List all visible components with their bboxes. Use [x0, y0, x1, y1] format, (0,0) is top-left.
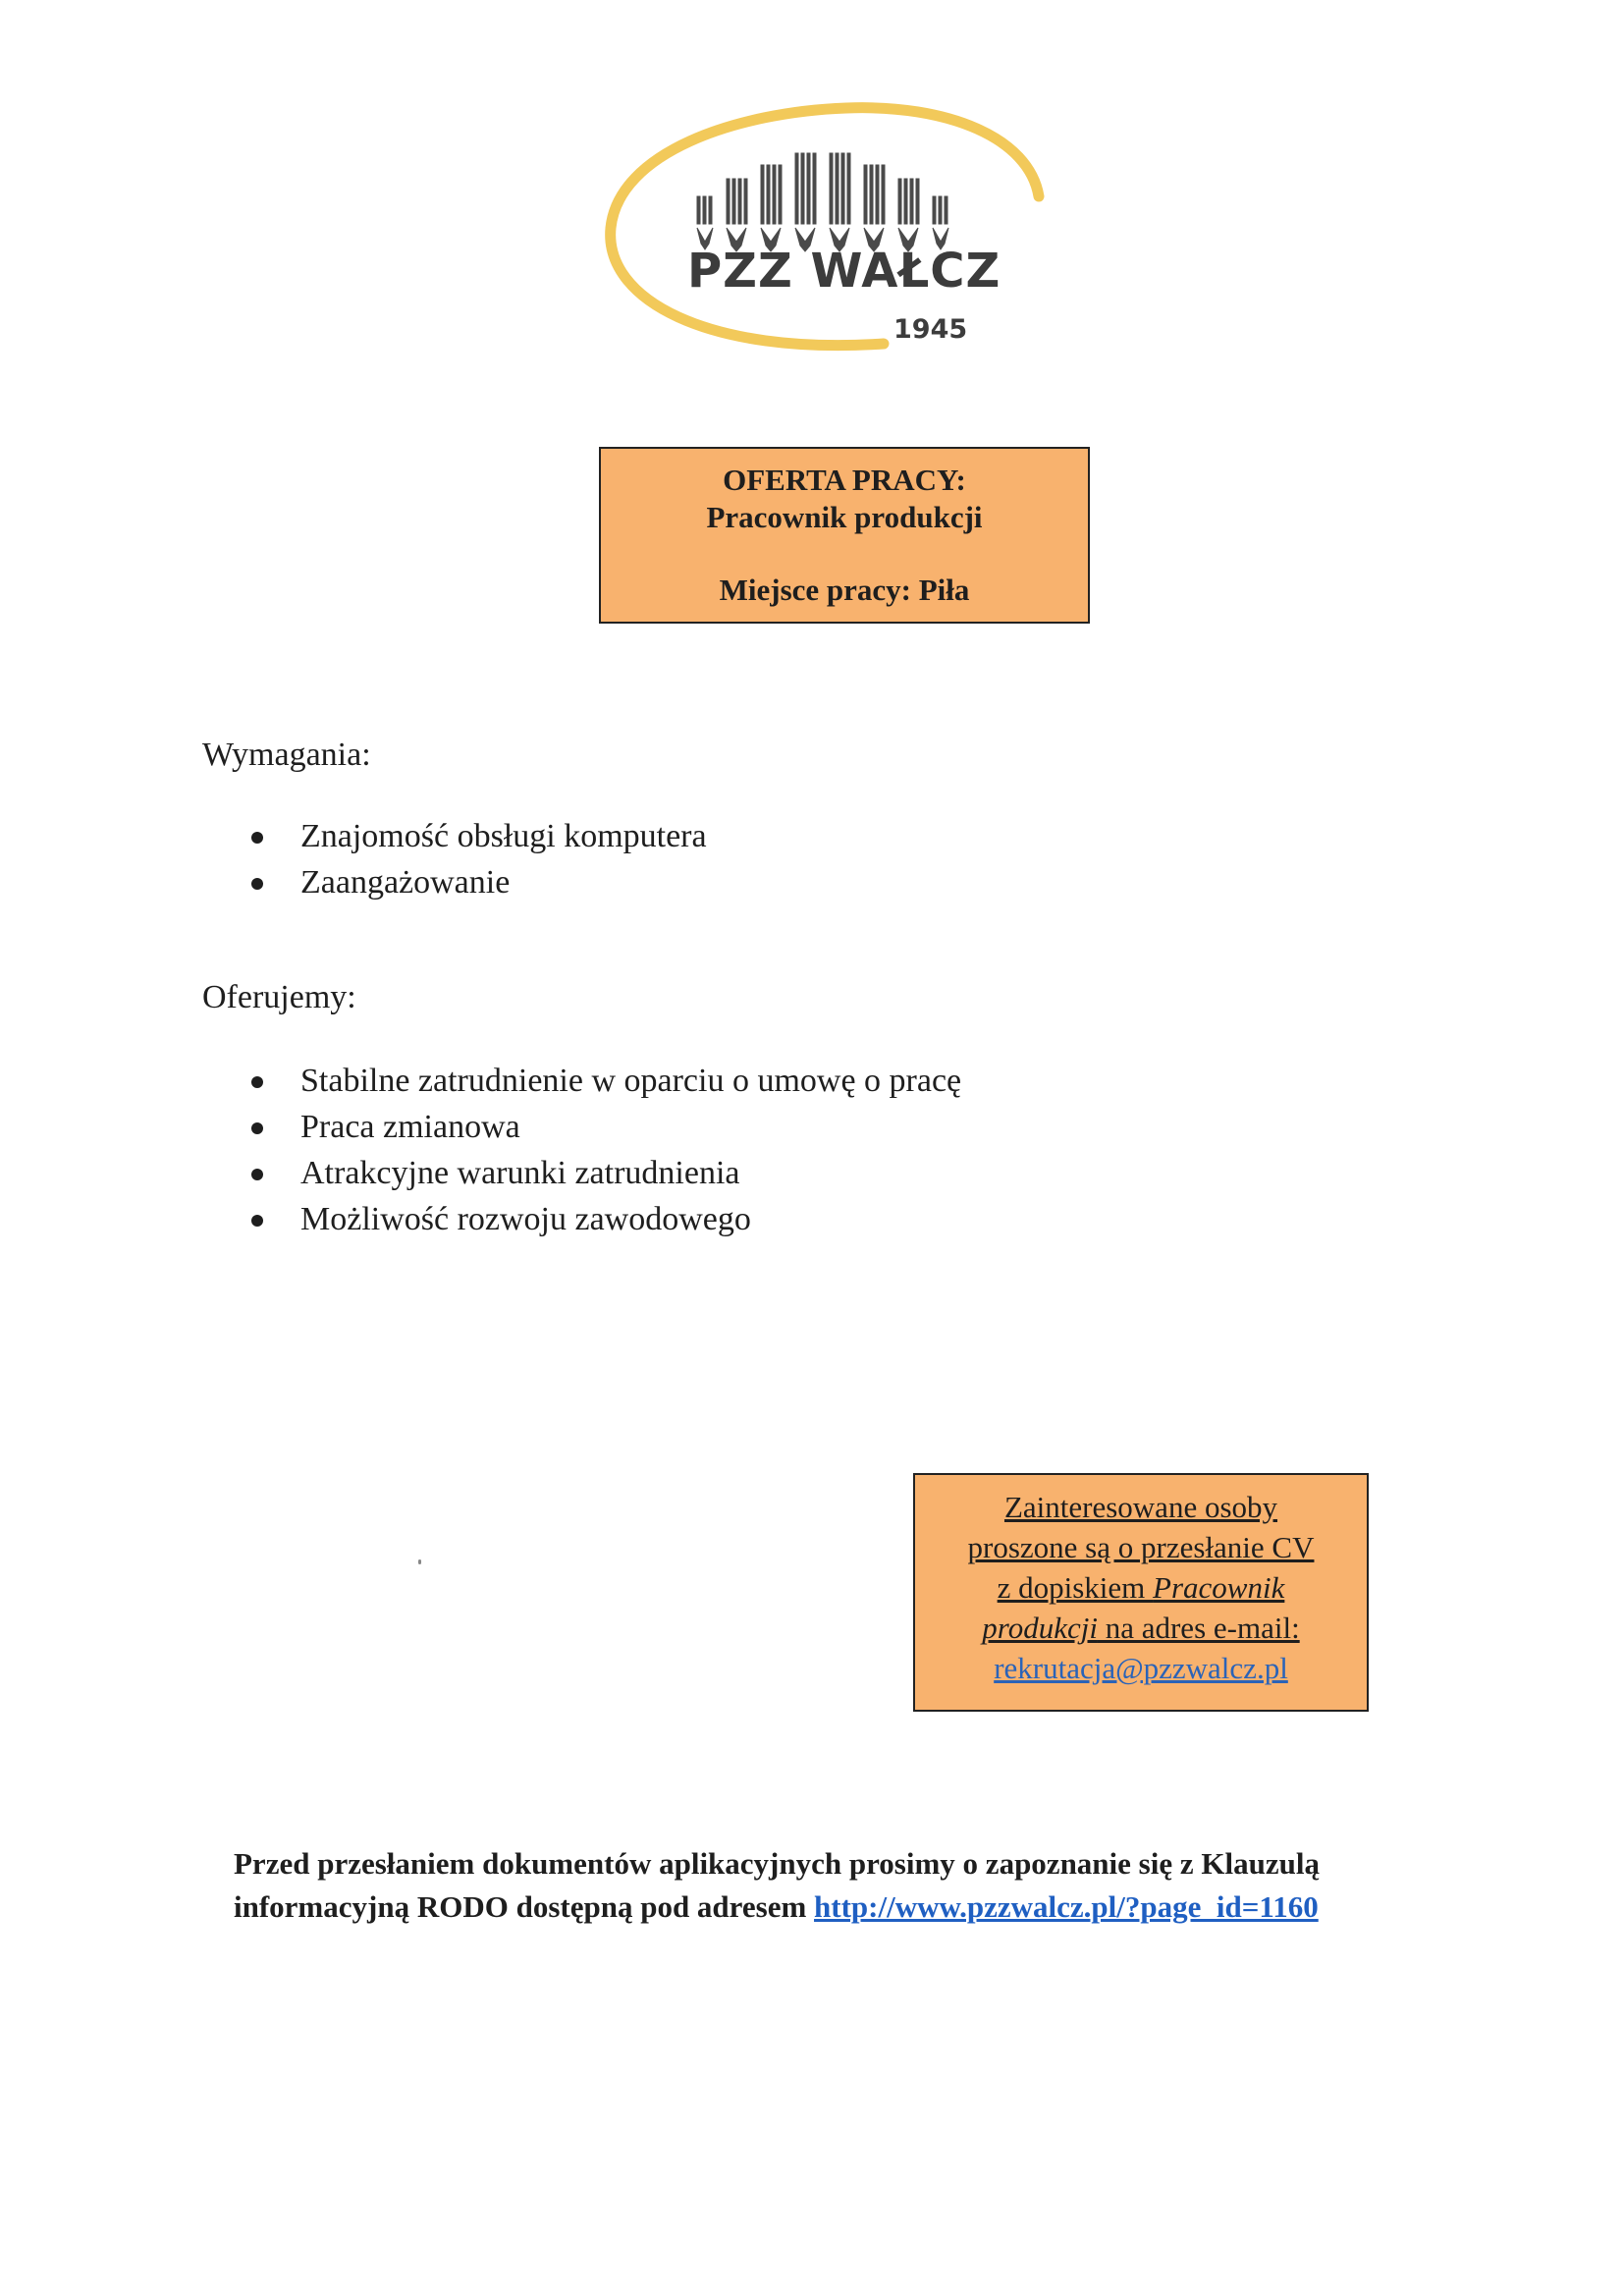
contact-line-2: proszone są o przesłanie CV	[967, 1530, 1315, 1564]
contact-line-4-italic: produkcji	[982, 1611, 1098, 1645]
list-item	[251, 1196, 961, 1242]
requirements-heading: Wymagania:	[202, 737, 371, 773]
logo-founding-year: 1945	[893, 314, 968, 345]
wheat-ears-icon	[697, 153, 948, 251]
list-item-text: Zaangażowanie	[300, 864, 511, 901]
contact-line-4	[915, 1608, 1367, 1648]
list-item	[251, 1058, 961, 1104]
scan-speck	[418, 1559, 421, 1564]
bullet-icon	[251, 1169, 263, 1180]
benefits-list	[251, 1058, 961, 1242]
contact-line-4-suffix: na adres e-mail:	[1097, 1611, 1300, 1645]
offer-title: OFERTA PRACY:	[723, 463, 966, 497]
logo-company-name: PZZ WAŁCZ	[687, 244, 1001, 299]
gdpr-note	[234, 1842, 1320, 1929]
list-item-text: Praca zmianowa	[300, 1109, 520, 1145]
bullet-icon	[251, 1215, 263, 1227]
list-item-text: Stabilne zatrudnienie w oparciu o umowę o pracę	[300, 1063, 962, 1099]
contact-line-3-prefix: z dopiskiem	[997, 1570, 1154, 1605]
list-item-text: Możliwość rozwoju zawodowego	[300, 1201, 751, 1237]
bullet-icon	[251, 1076, 263, 1088]
bullet-icon	[251, 832, 263, 844]
list-item-text: Atrakcyjne warunki zatrudnienia	[300, 1155, 740, 1191]
company-logo	[589, 98, 1060, 373]
contact-line-3-italic: Pracownik	[1153, 1570, 1285, 1605]
benefits-heading: Oferujemy:	[202, 979, 356, 1015]
list-item	[251, 813, 707, 859]
gdpr-note-line-2	[234, 1886, 1320, 1929]
contact-line-5	[915, 1648, 1367, 1688]
list-item	[251, 1150, 961, 1196]
list-item	[251, 1104, 961, 1150]
bullet-icon	[251, 1122, 263, 1134]
contact-line-3	[915, 1567, 1367, 1608]
list-item-text: Znajomość obsługi komputera	[300, 818, 707, 854]
list-item	[251, 859, 707, 905]
bullet-icon	[251, 878, 263, 890]
job-offer-box	[599, 447, 1090, 624]
requirements-list	[251, 813, 707, 905]
gdpr-clause-link[interactable]: http://www.pzzwalcz.pl/?page_id=1160	[814, 1889, 1319, 1924]
contact-email-link[interactable]: rekrutacja@pzzwalcz.pl	[994, 1651, 1288, 1685]
contact-line-1: Zainteresowane osoby	[1003, 1490, 1278, 1524]
gdpr-note-line-2-prefix: informacyjną RODO dostępną pod adresem	[234, 1889, 815, 1924]
gdpr-note-line-1: Przed przesłaniem dokumentów aplikacyjnych prosimy o zapoznanie się z Klauzulą	[234, 1846, 1320, 1881]
offer-location: Miejsce pracy: Piła	[719, 573, 970, 607]
contact-box	[913, 1473, 1369, 1712]
logo-graphic	[589, 98, 1060, 373]
logo-arc	[611, 108, 1039, 346]
offer-position: Pracownik produkcji	[706, 500, 983, 534]
